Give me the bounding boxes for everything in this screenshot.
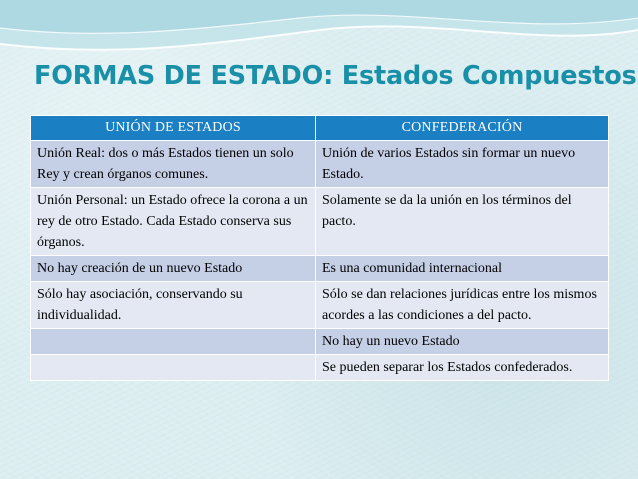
table-cell bbox=[31, 141, 316, 188]
table-header-row bbox=[31, 116, 609, 141]
top-wave-decoration bbox=[0, 0, 638, 70]
cell-text: Es una comunidad internacional bbox=[322, 261, 502, 276]
table-cell bbox=[31, 282, 316, 329]
table-cell bbox=[316, 256, 609, 282]
table-cell bbox=[316, 329, 609, 355]
cell-text: Sólo hay asociación, conservando su individualidad. bbox=[37, 287, 243, 323]
slide-title: FORMAS DE ESTADO: Estados Compuestos bbox=[34, 61, 637, 91]
cell-text: Unión Real: dos o más Estados tienen un solo Rey y crean órganos comunes. bbox=[37, 146, 294, 182]
comparison-table bbox=[30, 115, 609, 381]
column-header-union: UNIÓN DE ESTADOS bbox=[31, 116, 316, 141]
table-cell bbox=[316, 355, 609, 381]
table-row bbox=[31, 256, 609, 282]
cell-text: Unión de varios Estados sin formar un nuevo Estado. bbox=[322, 146, 576, 182]
table-cell bbox=[31, 355, 316, 381]
table-row bbox=[31, 329, 609, 355]
cell-text: No hay creación de un nuevo Estado bbox=[37, 261, 243, 276]
table-cell bbox=[31, 256, 316, 282]
cell-text: No hay un nuevo Estado bbox=[322, 334, 460, 349]
table-cell bbox=[31, 188, 316, 256]
table-row bbox=[31, 141, 609, 188]
cell-text: Se pueden separar los Estados confederados. bbox=[322, 360, 573, 375]
table-row bbox=[31, 282, 609, 329]
cell-text: Unión Personal: un Estado ofrece la corona a un rey de otro Estado. Cada Estado conserva sus órganos. bbox=[37, 193, 308, 250]
table-row bbox=[31, 188, 609, 256]
table-row bbox=[31, 355, 609, 381]
table-cell bbox=[31, 329, 316, 355]
table-cell bbox=[316, 282, 609, 329]
column-header-confederacion: CONFEDERACIÓN bbox=[316, 116, 609, 141]
cell-text: Solamente se da la unión en los términos del pacto. bbox=[322, 193, 572, 229]
cell-text: Sólo se dan relaciones jurídicas entre los mismos acordes a las condiciones a del pacto. bbox=[322, 287, 597, 323]
table-cell bbox=[316, 188, 609, 256]
table-cell bbox=[316, 141, 609, 188]
